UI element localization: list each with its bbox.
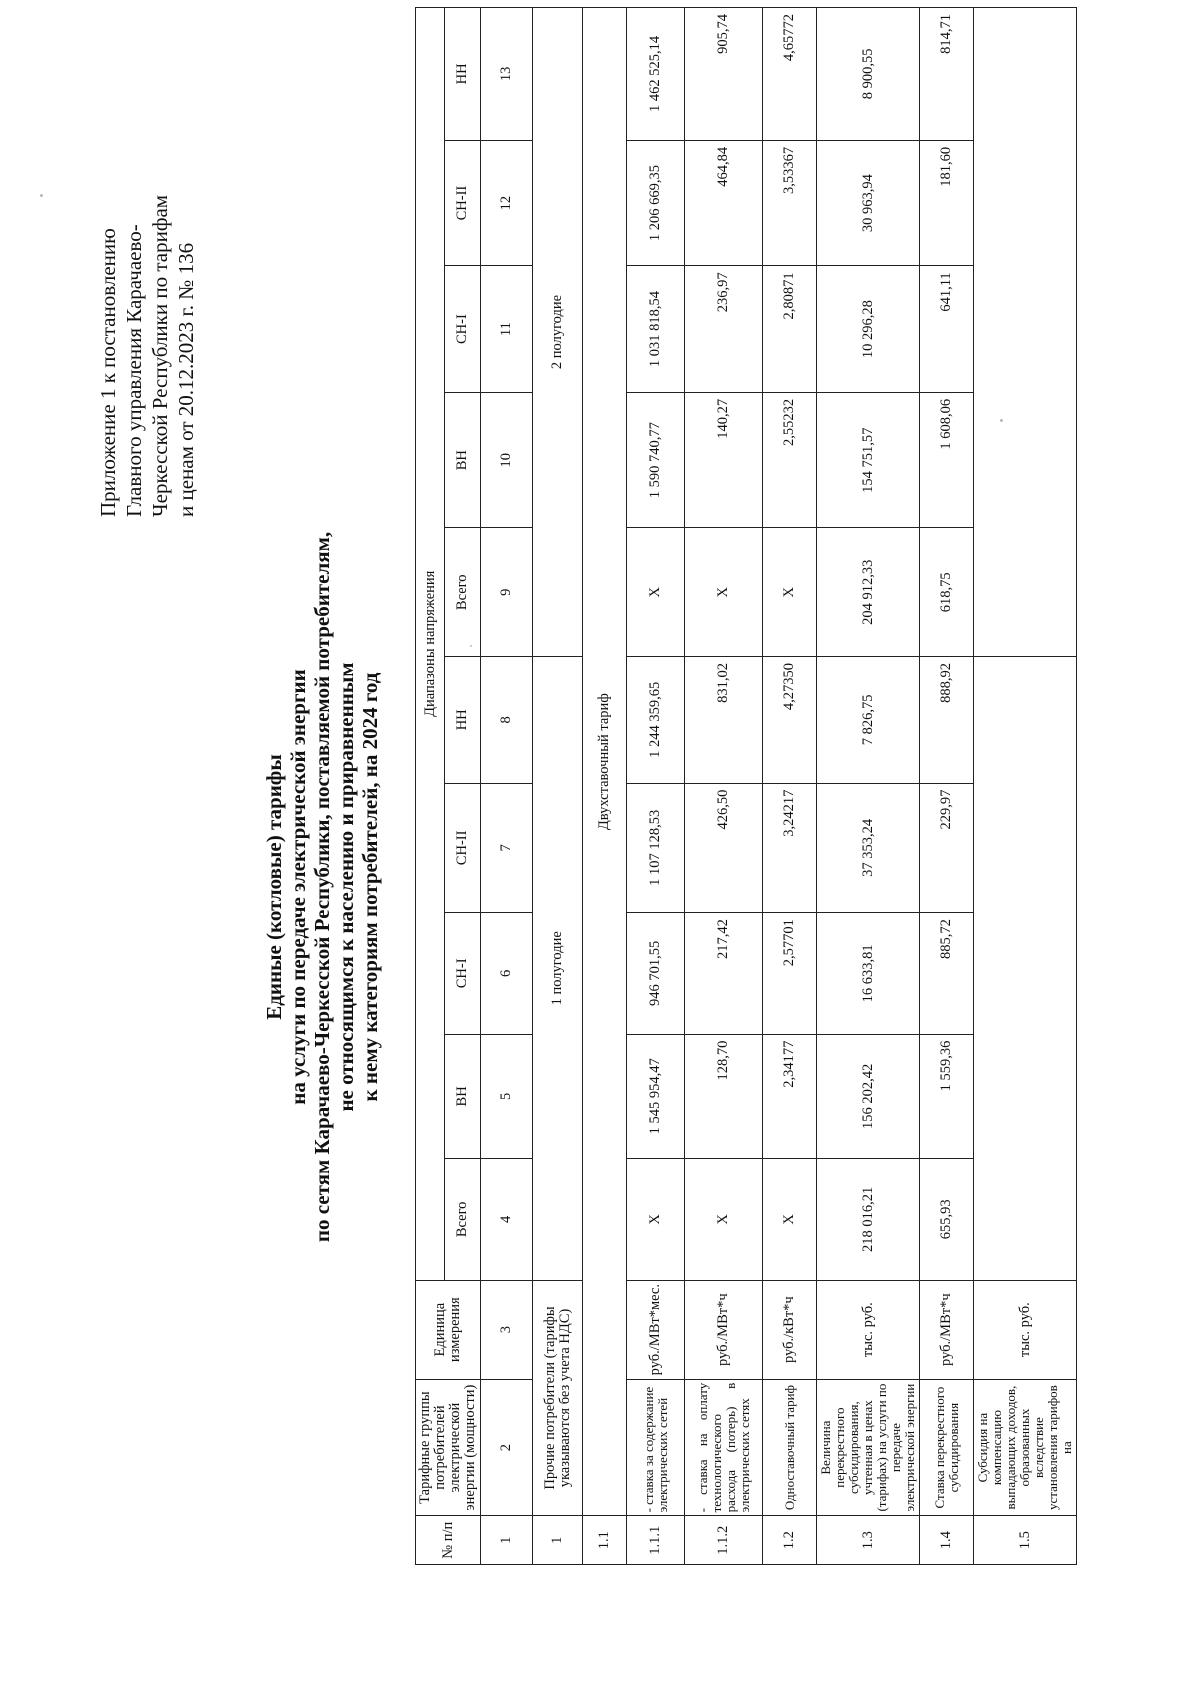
cell-value: Х [763, 1159, 817, 1280]
appendix-line-3: Черкесской Республики по тарифам [148, 194, 172, 517]
cell-value: 154 751,57 [817, 392, 920, 528]
row-unit: тыс. руб. [974, 1280, 1077, 1379]
header-col-total-2: Всего [445, 528, 481, 657]
appendix-line-4: и ценам от 20.12.2023 г. № 136 [174, 242, 198, 517]
cell-value: 2,80871 [763, 266, 817, 393]
header-voltage-ranges: Диапазоны напряжения [416, 8, 445, 1281]
row-unit: руб./кВт*ч [763, 1280, 817, 1379]
cell-value: 16 633,81 [817, 913, 920, 1034]
cell-value: 30 963,94 [817, 140, 920, 266]
col-number: 11 [481, 266, 533, 393]
header-row-1 [416, 8, 445, 1565]
cell-value: 8 900,55 [817, 8, 920, 141]
cell-value: 888,92 [920, 657, 974, 784]
half-year-1: 1 полугодие [533, 657, 583, 1281]
cell-value: 37 353,24 [817, 783, 920, 913]
cell-value: 426,50 [685, 783, 763, 913]
col-number: 4 [481, 1159, 533, 1280]
cell-value: 3,53367 [763, 140, 817, 266]
row-label: Ставка перекрестного субсидирования [920, 1379, 974, 1516]
cell-value [974, 8, 1077, 657]
header-col-nn-2: НН [445, 8, 481, 141]
section-num: 1 [533, 1516, 583, 1565]
cell-value: 229,97 [920, 783, 974, 913]
tariff-table [415, 7, 1077, 1565]
cell-value: 217,42 [685, 913, 763, 1034]
scan-speck [470, 645, 472, 647]
cell-value: 4,27350 [763, 657, 817, 784]
cell-value: 2,57701 [763, 913, 817, 1034]
cell-value: 10 296,28 [817, 266, 920, 393]
cell-value: 1 590 740,77 [627, 392, 685, 528]
row-num: 1.1.1 [627, 1516, 685, 1565]
table-row [685, 8, 763, 1565]
row-unit: тыс. руб. [817, 1280, 920, 1379]
cell-value: 236,97 [685, 266, 763, 393]
row-num: 1.4 [920, 1516, 974, 1565]
table-row [627, 8, 685, 1565]
row-label: Величина перекрестного субсидирования, учтенная в ценах (тарифах) на услуги по передаче электрической энергии [817, 1379, 920, 1516]
col-number: 8 [481, 657, 533, 784]
row-num: 1.2 [763, 1516, 817, 1565]
cell-value: 128,70 [685, 1034, 763, 1159]
cell-value: 464,84 [685, 140, 763, 266]
cell-value: 1 206 669,35 [627, 140, 685, 266]
cell-value: 1 107 128,53 [627, 783, 685, 913]
header-col-nn-1: НН [445, 657, 481, 784]
row-label: - ставка на оплату технологического расхода (потерь) в электрических сетях [685, 1379, 763, 1516]
table-row [974, 8, 1077, 1565]
col-number: 5 [481, 1034, 533, 1159]
col-number: 6 [481, 913, 533, 1034]
cell-value: 140,27 [685, 392, 763, 528]
subsection-label: Двухставочный тариф [583, 8, 627, 1516]
col-number: 12 [481, 140, 533, 266]
col-number: 1 [481, 1516, 533, 1565]
cell-value: 831,02 [685, 657, 763, 784]
title-line-1: Единые (котловые) тарифы [262, 754, 286, 1020]
row-num: 1.5 [974, 1516, 1077, 1565]
row-num: 1.3 [817, 1516, 920, 1565]
header-col-sn1-1: СН-I [445, 913, 481, 1034]
cell-value: 1 244 359,65 [627, 657, 685, 784]
header-col-sn1-2: СН-I [445, 266, 481, 393]
cell-value: 4,65772 [763, 8, 817, 141]
col-number: 7 [481, 783, 533, 913]
section-row [533, 8, 583, 1565]
col-number: 9 [481, 528, 533, 657]
cell-value: 641,11 [920, 266, 974, 393]
table-row [763, 8, 817, 1565]
appendix-note [95, 137, 199, 517]
cell-value: 1 031 818,54 [627, 266, 685, 393]
cell-value: 7 826,75 [817, 657, 920, 784]
header-col-sn2-1: СН-II [445, 783, 481, 913]
row-num: 1.1.2 [685, 1516, 763, 1565]
cell-value: Х [685, 1159, 763, 1280]
cell-value: 218 016,21 [817, 1159, 920, 1280]
appendix-line-1: Приложение 1 к постановлению [96, 228, 120, 517]
cell-value: 3,24217 [763, 783, 817, 913]
col-number: 2 [481, 1379, 533, 1516]
row-label: Одноставочный тариф [763, 1379, 817, 1516]
cell-value: Х [627, 528, 685, 657]
title-line-3: по сетям Карачаево-Черкесской Республики, поставляемой потребителям, [310, 531, 334, 1243]
cell-value [974, 657, 1077, 1281]
scan-speck [40, 194, 43, 197]
cell-value: 1 462 525,14 [627, 8, 685, 141]
cell-value: 814,71 [920, 8, 974, 141]
title-line-2: на услуги по передаче электрической энергии [286, 669, 310, 1105]
table-row [920, 8, 974, 1565]
cell-value: 2,34177 [763, 1034, 817, 1159]
document-title [262, 437, 382, 1337]
column-number-row [481, 8, 533, 1565]
header-col-vn-2: ВН [445, 392, 481, 528]
cell-value: 655,93 [920, 1159, 974, 1280]
cell-value: Х [763, 528, 817, 657]
header-col-vn-1: ВН [445, 1034, 481, 1159]
header-col-total-1: Всего [445, 1159, 481, 1280]
table-row [817, 8, 920, 1565]
subsection-num: 1.1 [583, 1516, 627, 1565]
header-num: № п/п [416, 1516, 481, 1565]
appendix-line-2: Главного управления Карачаево- [122, 224, 146, 517]
half-year-2: 2 полугодие [533, 8, 583, 657]
section-label: Прочие потребители (тарифы указываются без учета НДС) [533, 1280, 583, 1516]
cell-value: 156 202,42 [817, 1034, 920, 1159]
subsection-row [583, 8, 627, 1565]
cell-value: 885,72 [920, 913, 974, 1034]
cell-value: 181,60 [920, 140, 974, 266]
cell-value: 1 545 954,47 [627, 1034, 685, 1159]
row-unit: руб./МВт*ч [685, 1280, 763, 1379]
col-number: 10 [481, 392, 533, 528]
header-group: Тарифные группы потребителей электрической энергии (мощности) [416, 1379, 481, 1516]
cell-value: 1 559,36 [920, 1034, 974, 1159]
scan-speck [1000, 419, 1003, 422]
cell-value: 618,75 [920, 528, 974, 657]
row-label: - ставка за содержание электрических сетей [627, 1379, 685, 1516]
col-number: 13 [481, 8, 533, 141]
cell-value: Х [685, 528, 763, 657]
header-col-sn2-2: СН-II [445, 140, 481, 266]
cell-value: 2,55232 [763, 392, 817, 528]
cell-value: 1 608,06 [920, 392, 974, 528]
row-unit: руб./МВт*мес. [627, 1280, 685, 1379]
col-number: 3 [481, 1280, 533, 1379]
cell-value: 905,74 [685, 8, 763, 141]
title-line-4: не относящимся к населению и приравненным [334, 662, 358, 1112]
cell-value: 946 701,55 [627, 913, 685, 1034]
title-line-5: к нему категориям потребителей, на 2024 год [358, 672, 382, 1102]
row-unit: руб./МВт*ч [920, 1280, 974, 1379]
row-label: Субсидия на компенсацию выпадающих доходов, образованных вследствие установления тарифов на [974, 1379, 1077, 1516]
cell-value: 204 912,33 [817, 528, 920, 657]
header-unit: Единица измерения [416, 1280, 481, 1379]
cell-value: Х [627, 1159, 685, 1280]
